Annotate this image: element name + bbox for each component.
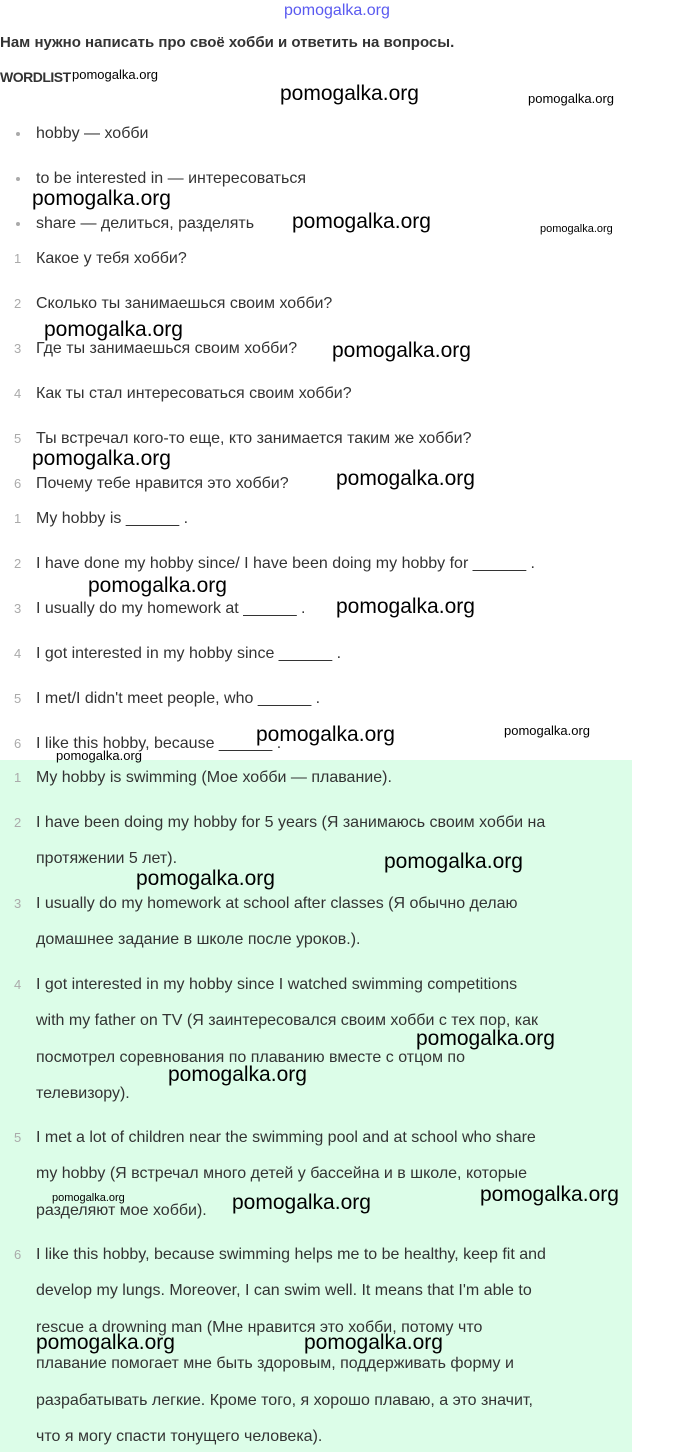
answer-number: 4	[14, 977, 22, 992]
answer-number: 2	[14, 815, 22, 830]
answer-line: I usually do my homework at school after classes (Я обычно делаю	[36, 895, 518, 912]
wordlist-item-text: share — делиться, разделять	[36, 215, 255, 232]
wordlist-label: WORDLIST	[0, 69, 71, 85]
template-item	[0, 687, 640, 711]
answer-line: протяжении 5 лет).	[36, 850, 178, 868]
watermark: pomogalka.org	[36, 1331, 175, 1354]
question-text: Где ты занимаешься своим хобби?	[36, 340, 298, 357]
watermark: pomogalka.org	[88, 574, 227, 597]
watermark: pomogalka.org	[480, 1183, 619, 1206]
answer-line: I met a lot of children near the swimming pool and at school who share	[36, 1129, 536, 1146]
template-item	[0, 552, 640, 576]
answer-line: что я могу спасти тонущего человека).	[36, 1427, 323, 1445]
question-item	[0, 382, 640, 406]
watermark: pomogalka.org	[336, 467, 475, 490]
task-heading: Нам нужно написать про своё хобби и ответить на вопросы.	[0, 34, 455, 51]
answer-line: my hobby (Я встречал много детей у бассейна и в школе, которые	[36, 1165, 528, 1183]
wordlist-item-text: hobby — хобби	[36, 125, 149, 142]
watermark: pomogalka.org	[32, 447, 171, 470]
answer-line: разделяют мое хобби).	[36, 1201, 207, 1219]
answer-line: разрабатывать легкие. Кроме того, я хорошо плаваю, а это значит,	[36, 1391, 533, 1409]
template-number: 2	[14, 556, 22, 571]
question-number: 5	[14, 431, 22, 446]
template-number: 6	[14, 736, 22, 751]
question-item	[0, 292, 640, 316]
answer-line: телевизору).	[36, 1085, 130, 1103]
answer-line: My hobby is swimming (Мое хобби — плавание).	[36, 769, 392, 786]
template-item	[0, 642, 640, 666]
watermark: pomogalka.org	[168, 1063, 307, 1086]
question-number: 1	[14, 251, 22, 266]
watermark: pomogalka.org	[56, 748, 142, 763]
template-text: I met/I didn't meet people, who ______ .	[36, 690, 321, 707]
bullet-icon	[16, 177, 20, 181]
watermark: pomogalka.org	[504, 723, 590, 738]
answer-line: посмотрел соревнования по плаванию вместе с отцом по	[36, 1048, 465, 1066]
wordlist-item-text: to be interested in — интересоваться	[36, 170, 306, 187]
answer-number: 6	[14, 1247, 22, 1262]
question-number: 3	[14, 341, 22, 356]
answer-line: I like this hobby, because swimming helps me to be healthy, keep fit and	[36, 1246, 546, 1263]
watermark: pomogalka.org	[540, 223, 613, 235]
template-number: 4	[14, 646, 22, 661]
template-number: 1	[14, 511, 22, 526]
template-item	[0, 597, 640, 621]
watermark: pomogalka.org	[44, 318, 183, 341]
header-watermark: pomogalka.org	[284, 2, 390, 19]
template-text: I have done my hobby since/ I have been doing my hobby for ______ .	[36, 555, 535, 572]
answer-number: 5	[14, 1130, 22, 1145]
watermark: pomogalka.org	[528, 91, 614, 106]
question-text: Сколько ты занимаешься своим хобби?	[36, 295, 333, 312]
template-text: I got interested in my hobby since ______ .	[36, 645, 342, 662]
watermark: pomogalka.org	[336, 595, 475, 618]
watermark: pomogalka.org	[384, 850, 523, 873]
answer-number: 3	[14, 896, 22, 911]
question-number: 6	[14, 476, 22, 491]
template-text: My hobby is ______ .	[36, 510, 189, 527]
answer-line: with my father on TV (Я заинтересовался своим хобби с тех пор, как	[36, 1012, 539, 1030]
watermark: pomogalka.org	[292, 210, 431, 233]
watermark: pomogalka.org	[332, 339, 471, 362]
watermark: pomogalka.org	[72, 67, 158, 82]
template-text: I like this hobby, because ______ .	[36, 735, 282, 752]
template-number: 5	[14, 691, 22, 706]
watermark: pomogalka.org	[256, 723, 395, 746]
watermark: pomogalka.org	[416, 1027, 555, 1050]
bullet-icon	[16, 132, 20, 136]
answer-line: I got interested in my hobby since I watched swimming competitions	[36, 976, 518, 993]
watermark: pomogalka.org	[232, 1191, 371, 1214]
question-item	[0, 247, 640, 271]
answer-line: rescue a drowning man (Мне нравится это хобби, потому что	[36, 1318, 483, 1336]
answer-number: 1	[14, 770, 22, 785]
watermark: pomogalka.org	[52, 1192, 125, 1204]
wordlist-item	[0, 122, 640, 146]
answer-line: develop my lungs. Moreover, I can swim well. It means that I'm able to	[36, 1282, 532, 1300]
question-text: Ты встречал кого-то еще, кто занимается таким же хобби?	[36, 430, 472, 447]
answer-line: I have been doing my hobby for 5 years (Я занимаюсь своим хобби на	[36, 814, 546, 831]
template-item	[0, 507, 640, 531]
watermark: pomogalka.org	[136, 867, 275, 890]
question-text: Какое у тебя хобби?	[36, 250, 187, 267]
question-number: 4	[14, 386, 22, 401]
watermark: pomogalka.org	[304, 1331, 443, 1354]
answer-line: плавание помогает мне быть здоровым, поддерживать форму и	[36, 1355, 514, 1373]
question-number: 2	[14, 296, 22, 311]
answer-line: домашнее задание в школе после уроков.).	[36, 931, 361, 949]
question-text: Почему тебе нравится это хобби?	[36, 475, 289, 492]
question-item	[0, 472, 640, 496]
watermark: pomogalka.org	[280, 82, 419, 105]
template-number: 3	[14, 601, 22, 616]
watermark: pomogalka.org	[32, 187, 171, 210]
template-text: I usually do my homework at ______ .	[36, 600, 306, 617]
question-text: Как ты стал интересоваться своим хобби?	[36, 385, 352, 402]
bullet-icon	[16, 222, 20, 226]
